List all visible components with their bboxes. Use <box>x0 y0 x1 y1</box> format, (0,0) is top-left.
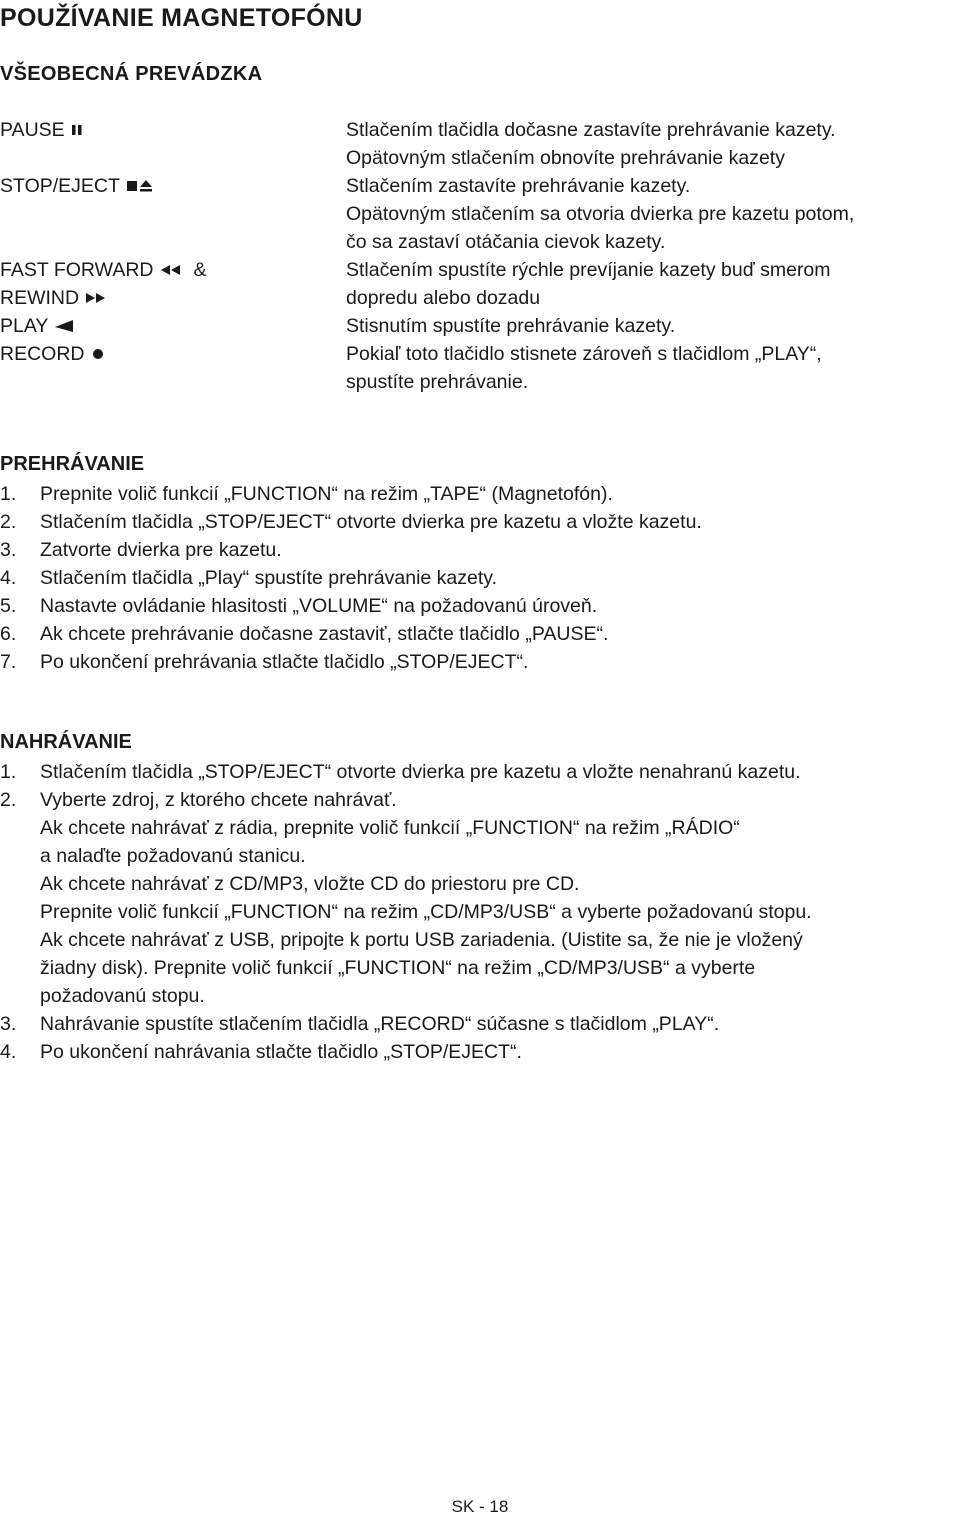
list-item-continuation: Ak chcete nahrávať z rádia, prepnite volič funkcií „FUNCTION“ na režim „RÁDIO“ <box>40 817 740 839</box>
play-description: Stisnutím spustíte prehrávanie kazety. <box>346 315 676 337</box>
list-item: 5. Nastavte ovládanie hlasitosti „VOLUME“ na požadovanú úroveň. <box>0 595 598 617</box>
control-record-label: RECORD <box>0 340 105 368</box>
list-item: 2. Stlačením tlačidla „STOP/EJECT“ otvorte dvierka pre kazetu a vložte kazetu. <box>0 511 702 533</box>
list-item-continuation: Ak chcete nahrávať z CD/MP3, vložte CD do priestoru pre CD. <box>40 873 580 895</box>
list-item: 6. Ak chcete prehrávanie dočasne zastaviť, stlačte tlačidlo „PAUSE“. <box>0 623 609 645</box>
control-fast-forward-label: FAST FORWARD & <box>0 259 207 281</box>
playback-heading: PREHRÁVANIE <box>0 453 145 475</box>
list-item: 4. Stlačením tlačidla „Play“ spustíte prehrávanie kazety. <box>0 567 498 589</box>
control-stop-eject-label: STOP/EJECT <box>0 172 156 200</box>
record-dot-icon <box>91 347 105 361</box>
list-item: 7. Po ukončení prehrávania stlačte tlačidlo „STOP/EJECT“. <box>0 651 529 673</box>
control-pause-label: PAUSE <box>0 116 83 144</box>
play-left-icon <box>54 319 74 333</box>
fast-forward-icon <box>85 291 107 305</box>
list-item-continuation: Prepnite volič funkcií „FUNCTION“ na režim „CD/MP3/USB“ a vyberte požadovanú stopu. <box>40 901 812 923</box>
recording-heading: NAHRÁVANIE <box>0 731 132 753</box>
list-item-continuation: a nalaďte požadovanú stanicu. <box>40 845 306 867</box>
list-item: 3. Zatvorte dvierka pre kazetu. <box>0 539 282 561</box>
fast-rewind-icon <box>160 263 182 277</box>
list-item: 1. Stlačením tlačidla „STOP/EJECT“ otvorte dvierka pre kazetu a vložte nenahranú kazetu. <box>0 761 801 783</box>
page-title: POUŽÍVANIE MAGNETOFÓNU <box>0 4 363 32</box>
ampersand: & <box>193 259 207 281</box>
page-number: SK - 18 <box>451 1497 509 1516</box>
recording-steps <box>0 758 812 1066</box>
list-item: 2. Vyberte zdroj, z ktorého chcete nahrávať. <box>0 789 397 811</box>
section-subtitle: VŠEOBECNÁ PREVÁDZKA <box>0 63 263 85</box>
list-item-continuation: žiadny disk). Prepnite volič funkcií „FUNCTION“ na režim „CD/MP3/USB“ a vyberte <box>40 957 756 979</box>
fast-forward-rewind-description: Stlačením spustíte rýchle prevíjanie kazety buď smerom dopredu alebo dozadu <box>346 259 831 309</box>
list-item-continuation: Ak chcete nahrávať z USB, pripojte k portu USB zariadenia. (Uistite sa, že nie je vložený <box>40 929 803 951</box>
list-item: 3. Nahrávanie spustíte stlačením tlačidla „RECORD“ súčasne s tlačidlom „PLAY“. <box>0 1013 720 1035</box>
stop-eject-icon <box>126 179 156 193</box>
control-play-label: PLAY <box>0 312 74 340</box>
pause-icon <box>71 123 83 137</box>
pause-description: Stlačením tlačidla dočasne zastavíte prehrávanie kazety. Opätovným stlačením obnovíte prehrávanie kazety <box>346 119 836 169</box>
list-item: 4. Po ukončení nahrávania stlačte tlačidlo „STOP/EJECT“. <box>0 1041 522 1063</box>
control-rewind-label: REWIND <box>0 284 107 312</box>
list-item-continuation: požadovanú stopu. <box>40 985 205 1007</box>
playback-steps <box>0 480 702 676</box>
list-item: 1. Prepnite volič funkcií „FUNCTION“ na režim „TAPE“ (Magnetofón). <box>0 483 613 505</box>
stop-eject-description: Stlačením zastavíte prehrávanie kazety. Opätovným stlačením sa otvoria dvierka pre kazetu potom, čo sa zastaví otáčania cievok kazety. <box>346 175 855 253</box>
record-description: Pokiaľ toto tlačidlo stisnete zároveň s tlačidlom „PLAY“, spustíte prehrávanie. <box>346 343 822 393</box>
